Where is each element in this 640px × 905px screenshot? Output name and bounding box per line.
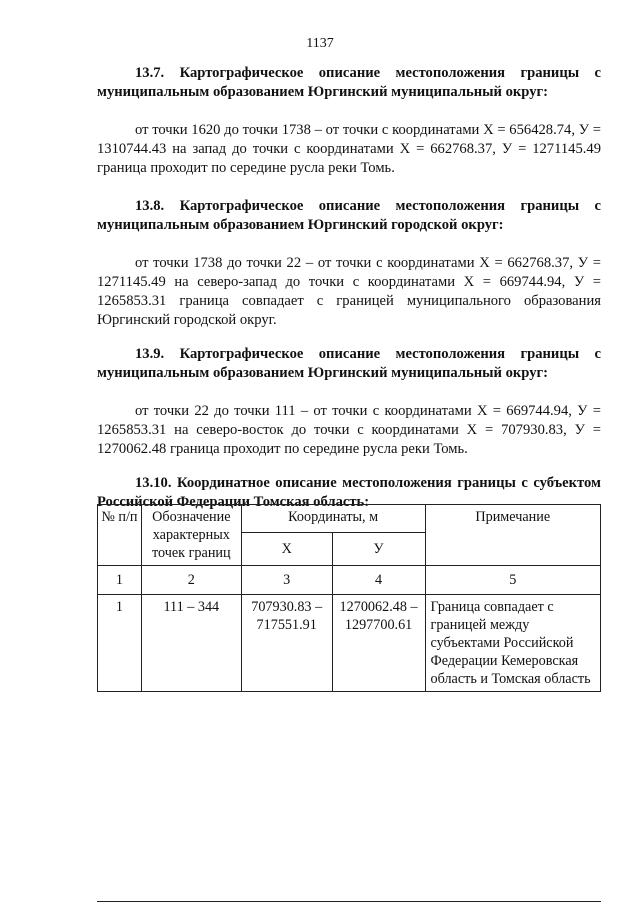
header-designation: Обозначение характерных точек границ	[141, 505, 241, 566]
table-row	[98, 595, 601, 692]
table-header-row	[98, 505, 601, 533]
index-cell: 4	[332, 566, 425, 595]
index-cell: 5	[425, 566, 600, 595]
coordinates-table	[97, 504, 601, 692]
section-text-13-9: от точки 22 до точки 111 – от точки с координатами Х = 669744.94, У = 1265853.31 на северо-восток до точки с координатами Х = 707930.83, У = 1270062.48 граница проходит по середине русла реки Томь.	[97, 403, 601, 457]
row-designation: 111 – 344	[141, 595, 241, 692]
section-text-13-7: от точки 1620 до точки 1738 – от точки с координатами Х = 656428.74, У = 1310744.43 на запад до точки с координатами Х = 662768.37, У = 1271145.49 граница проходит по середине русла реки Томь.	[97, 122, 601, 176]
header-note: Примечание	[425, 505, 600, 566]
index-cell: 2	[141, 566, 241, 595]
page-number: 1137	[306, 36, 334, 51]
table-index-row	[98, 566, 601, 595]
row-x: 707930.83 – 717551.91	[241, 595, 332, 692]
index-cell: 1	[98, 566, 142, 595]
header-y: У	[332, 533, 425, 566]
footer-divider	[97, 901, 601, 902]
section-heading-13-8: 13.8. Картографическое описание местоположения границы с муниципальным образованием Юргинский городской округ:	[97, 198, 601, 233]
header-coords: Координаты, м	[241, 505, 425, 533]
index-cell: 3	[241, 566, 332, 595]
row-y: 1270062.48 – 1297700.61	[332, 595, 425, 692]
section-heading-13-9: 13.9. Картографическое описание местоположения границы с муниципальным образованием Юргинский муниципальный округ:	[97, 346, 601, 381]
header-num: № п/п	[98, 505, 142, 566]
row-note: Граница совпадает с границей между субъектами Российской Федерации Кемеровская область и Томская область	[425, 595, 600, 692]
document-body	[97, 64, 601, 512]
section-text-13-8: от точки 1738 до точки 22 – от точки с координатами Х = 662768.37, У = 1271145.49 на северо-запад до точки с координатами Х = 669744.94, У = 1265853.31 граница совпадает с границей муниципального образования Юргинский городской округ.	[97, 255, 601, 328]
section-heading-13-10: 13.10. Координатное описание местоположения границы с субъектом Российской Федерации Томская область:	[97, 475, 601, 510]
row-num: 1	[98, 595, 142, 692]
header-x: Х	[241, 533, 332, 566]
section-heading-13-7: 13.7. Картографическое описание местоположения границы с муниципальным образованием Юргинский муниципальный округ:	[97, 65, 601, 100]
